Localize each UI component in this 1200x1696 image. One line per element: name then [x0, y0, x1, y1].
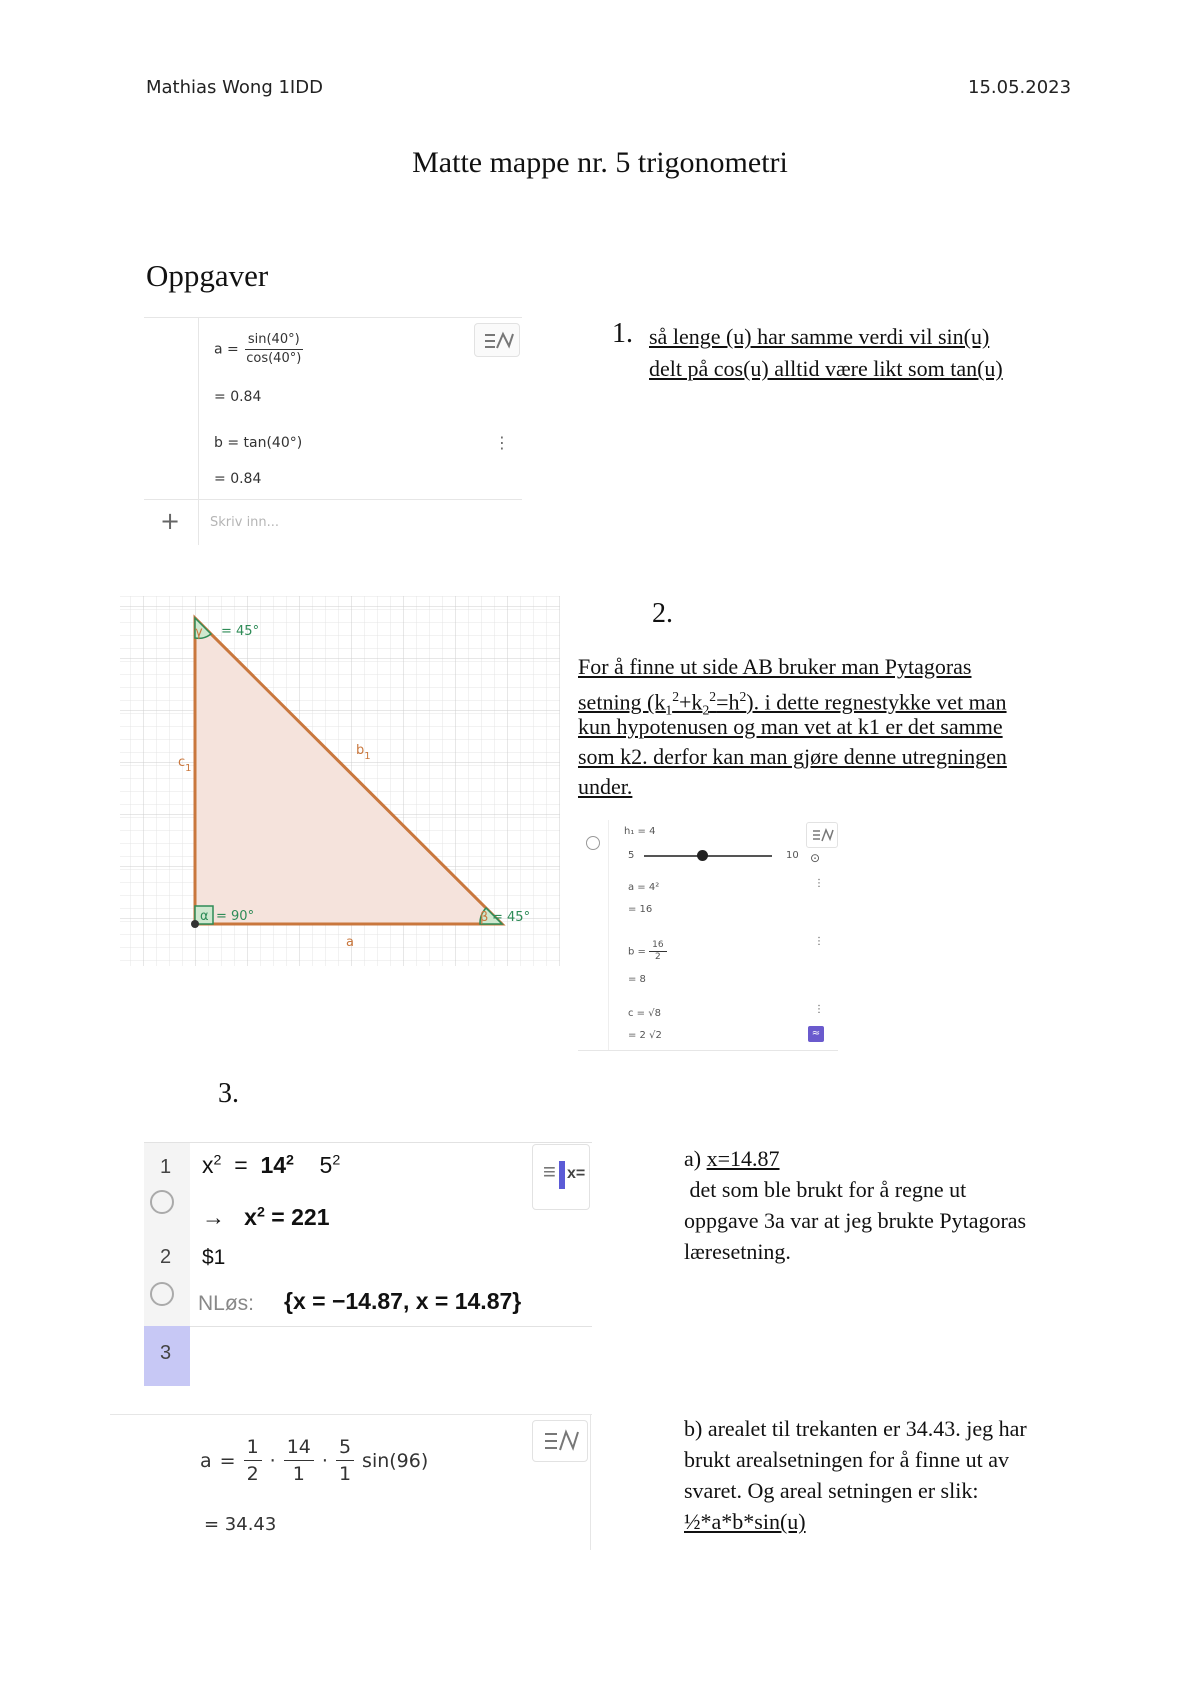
vertex-point[interactable] — [191, 920, 199, 928]
task2-text-line5: under. — [578, 774, 633, 799]
task1-text-line1: så lenge (u) har samme verdi vil sin(u) — [649, 324, 990, 349]
side-c-sub: 1 — [185, 763, 192, 774]
frac2-num: 14 — [284, 1434, 314, 1461]
task1-number: 1. — [612, 318, 633, 349]
slider-min: 5 — [628, 850, 635, 861]
task3b-text-line1: b) arealet til trekanten er 34.43. jeg har — [684, 1416, 1027, 1441]
cas-row1-visibility-toggle[interactable] — [150, 1190, 174, 1214]
alpha-label: α — [200, 909, 209, 924]
task2-text-line3: kun hypotenusen og man vet at k1 er det samme — [578, 714, 1003, 739]
document-date: 15.05.2023 — [968, 77, 1072, 98]
algebra-menu-button-small[interactable] — [806, 822, 838, 848]
row-b[interactable]: b = tan(40°) — [214, 435, 303, 451]
line2-prefix: setning (k — [578, 689, 666, 715]
b-numerator: 16 — [649, 940, 666, 952]
row-c-result: = 2 √2 — [628, 1030, 662, 1041]
frac-denominator: cos(40°) — [246, 351, 302, 366]
b-expression: tan(40°) — [243, 435, 303, 451]
algebra-menu-button[interactable] — [474, 323, 520, 357]
task3b-formula: ½*a*b*sin(u) — [684, 1509, 806, 1534]
row-c-expr: c = √8 — [628, 1008, 661, 1019]
cas-arrow-icon: → — [202, 1204, 225, 1230]
angle-top-value: 45° — [236, 624, 260, 639]
b-denominator: 2 — [654, 952, 661, 962]
document-title: Matte mappe nr. 5 trigonometri — [412, 146, 788, 179]
slider-visibility-toggle[interactable] — [586, 836, 600, 850]
cas-row2-visibility-toggle[interactable] — [150, 1282, 174, 1306]
row-b — [628, 940, 667, 963]
angle-top-label: = 45° — [221, 624, 260, 639]
task3a-text-line1: det som ble brukt for å regne ut — [684, 1177, 967, 1202]
angle-bottom-left-label: = 90° — [216, 909, 255, 924]
area-algebra-panel — [110, 1414, 592, 1550]
triangle-graphics-view — [120, 596, 560, 966]
slider-max: 10 — [786, 850, 799, 861]
frac3-num: 5 — [336, 1434, 354, 1461]
area-result: = 34.43 — [204, 1514, 277, 1535]
add-input-icon[interactable]: + — [160, 507, 181, 535]
cas-row2-input[interactable]: $1 — [202, 1246, 226, 1269]
beta-label: β — [480, 910, 489, 925]
more-options-icon[interactable]: ⋮ — [494, 433, 510, 452]
row-a-result: = 16 — [628, 904, 653, 915]
more-options-icon[interactable]: ⋮ — [814, 878, 824, 889]
k2-sub: 2 — [702, 702, 710, 718]
slider-knob[interactable] — [697, 850, 708, 861]
var-b-label: b — [214, 435, 223, 451]
cas-row3-number: 3 — [160, 1342, 172, 1364]
task2-text-line4: som k2. derfor kan man gjøre denne utregningen — [578, 744, 1007, 769]
row-a-result: = 0.84 — [214, 389, 262, 405]
row-b-result: = 0.84 — [214, 471, 262, 487]
b-result: 0.84 — [230, 471, 262, 487]
cas-row2-output: {x = −14.87, x = 14.87} — [284, 1288, 522, 1314]
cas-row2-number: 2 — [160, 1246, 172, 1268]
line2-eq: =h — [716, 689, 740, 715]
section-heading: Oppgaver — [146, 258, 269, 293]
slider-label: h₁ = 4 — [624, 826, 656, 837]
area-sin-term: sin(96) — [362, 1449, 429, 1472]
algebra-menu-button[interactable] — [532, 1420, 588, 1462]
area-var-label: a — [200, 1449, 212, 1472]
algebra-graph-icon-small — [807, 823, 837, 847]
frac1-den: 2 — [246, 1463, 259, 1485]
k1-sub: 1 — [665, 702, 673, 718]
frac-numerator: sin(40°) — [245, 331, 303, 350]
algebra-input-field[interactable]: Skriv inn... — [210, 515, 280, 530]
task3a-text-line3: læresetning. — [684, 1239, 791, 1264]
side-c-letter: c — [178, 755, 186, 770]
slider-track[interactable] — [644, 855, 772, 857]
var-a-label: a — [214, 341, 223, 358]
angle-right-value: 45° — [507, 910, 531, 925]
line2-plus: +k — [679, 689, 703, 715]
cas-menu-button[interactable] — [532, 1144, 590, 1210]
task3a-text-line2: oppgave 3a var at jeg brukte Pytagoras — [684, 1208, 1027, 1233]
fraction-a — [243, 331, 304, 368]
cas-row1-number: 1 — [160, 1156, 172, 1178]
row-b-result: = 8 — [628, 974, 646, 985]
task3a-answer — [684, 1144, 780, 1174]
area-equals: = — [219, 1449, 236, 1472]
k1-sup: 2 — [672, 689, 680, 704]
side-a-label: a — [346, 935, 354, 950]
task2-algebra-panel — [578, 820, 838, 1052]
cas-row1-output: → $x^2 = 221$ — [202, 1204, 330, 1230]
task2-number: 2. — [652, 598, 673, 629]
a-result: 0.84 — [230, 389, 262, 405]
frac3-den: 1 — [338, 1463, 352, 1485]
triangle-figure — [120, 596, 560, 966]
cas-toolbar-label: x= — [567, 1165, 586, 1182]
side-b-letter: b — [356, 743, 365, 758]
line2-suffix: ). i dette regnestykke vet man — [746, 689, 1007, 715]
task2-text-line1: For å finne ut side AB bruker man Pytagoras — [578, 654, 972, 679]
row-a-expr: a = 4² — [628, 882, 660, 893]
h-sup: 2 — [739, 689, 747, 704]
more-options-icon[interactable]: ⋮ — [814, 936, 824, 947]
task1-text-line2: delt på cos(u) alltid være likt som tan(u) — [649, 356, 1003, 381]
cas-view — [144, 1142, 592, 1386]
approx-toggle-button[interactable]: ≈ — [808, 1026, 824, 1042]
task3a-label: a) — [684, 1146, 702, 1171]
task1-algebra-panel — [144, 317, 522, 545]
cas-row2-command: NLøs: — [198, 1292, 255, 1315]
author-name: Mathias Wong 1IDD — [146, 77, 323, 98]
cas-menu-icon: ≡ — [543, 1159, 556, 1184]
angle-bottom-left-value: 90° — [231, 909, 255, 924]
frac2-den: 1 — [292, 1463, 305, 1485]
task3-number: 3. — [218, 1078, 239, 1109]
more-options-icon[interactable]: ⋮ — [814, 1004, 824, 1015]
algebra-graph-icon — [475, 324, 519, 356]
b-label: b = — [628, 946, 646, 958]
play-icon[interactable]: ⊙ — [810, 851, 821, 865]
side-b-sub: 1 — [364, 751, 371, 762]
task3b-text-line2: brukt arealsetningen for å finne ut av — [684, 1447, 1009, 1472]
task3a-value: x=14.87 — [706, 1146, 780, 1171]
area-formula-row[interactable]: a = $\frac{1}{2}$ · $\frac{14}{1}$ · $\frac{5}{1}$ sin(96) — [200, 1436, 429, 1485]
algebra-graph-icon — [533, 1421, 587, 1461]
gamma-label: γ — [195, 625, 203, 640]
angle-right-label: = 45° — [492, 910, 531, 925]
task3b-text-line3: svaret. Og areal setningen er slik: — [684, 1478, 979, 1503]
frac1-num: 1 — [244, 1434, 262, 1461]
k2-sup: 2 — [709, 689, 717, 704]
cas-row1-input[interactable]: $x^2 = 14^2$ $5^2$ — [202, 1152, 341, 1178]
row-a[interactable]: a = $\frac{\sin(40^\circ)}{\cos(40^\circ)}$ — [214, 331, 304, 368]
